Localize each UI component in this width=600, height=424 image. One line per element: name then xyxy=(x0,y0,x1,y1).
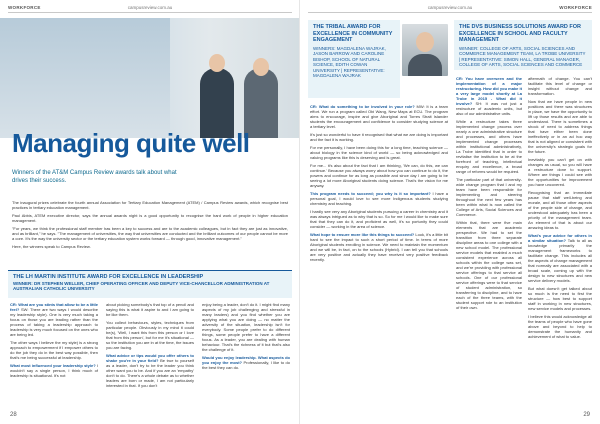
hero-photo xyxy=(0,18,300,138)
qa-answer: SW: There are two ways I would describe my leadership style). One is very much taking a focus on those you are leading rather than the process of taking a leadership approach to leadership is very much focused on the ones who are being led. xyxy=(10,307,98,337)
qa-answer: about picking somebody's that top of a pencil and saying this is what it aspire to and I am going to be like them. xyxy=(106,302,194,317)
award1-heading-band xyxy=(8,270,292,298)
award2-winner: WINNERS: MAGDALENA WAJRAK, JASON BARROW AND CAROLINE BISHOP, SCHOOL OF NATURAL SCIENCE, EDITH COWAN UNIVERSITY | REPRESENTATIVE: MAGDALENA WAJRAK xyxy=(313,45,386,78)
left-site-url[interactable]: campusreview.com.au xyxy=(127,5,173,10)
award3-heading-box xyxy=(454,20,592,70)
left-section-label: WORKFORCE xyxy=(8,5,41,10)
qa-answer: The other ways I believe the my style) is a strong approach to empowerment if I empower others to do the job they do in the best way possible, then that's me being successful at leadership. xyxy=(10,340,98,360)
qa-answer: I have a personal goal, I would love to see more Indigenous students studying chemistry and teaching. xyxy=(310,191,448,206)
qa-answer: For me... it's also about the fact that I am thinking, 'We can, do this, we can continue.' Because you always worry about how you can continue to do it, the powers and continue for as long as possible and since day I am going to be seeing a lot more Aboriginal students doing science. That's the vision for me anyway. xyxy=(310,163,448,188)
award3-text-col1 xyxy=(456,76,522,313)
right-page xyxy=(300,0,600,424)
award3-text-col2 xyxy=(528,76,592,342)
qa-answer: SH: It was not just a restructure of academic units, but also of our administrative units. xyxy=(456,101,522,116)
qa-question: What most influenced your leadership style? xyxy=(10,363,96,368)
qa-question: What advice or tips would you offer others to shake you're in your field? xyxy=(106,353,194,363)
award3-heading: THE DVS BUSINESS SOLUTIONS AWARD FOR EXCELLENCE IN SCHOOL AND FACULTY MANAGEMENT xyxy=(459,24,582,43)
award1-col1 xyxy=(10,302,98,381)
qa-answer: aftermath of change. You can't facilitate this level of change or insight without change and transformation. xyxy=(528,76,592,96)
qa-question: What hope to ensure more like this things to succeed? xyxy=(310,232,415,237)
qa-answer: Now that we have people in new positions and there was structures in place, we have the opportunity to lift up those results and are able to understand. There is sometimes a shock of need to address things that have either been done ineffectively or in an ad hoc way that is not aligned or consistent with the university's strategic goals for the future. xyxy=(528,99,592,154)
intro-paragraph: The inaugural prizes celebrate the fourth annual Association for Tertiary Education Management (ATEM) / Campus Review awards, which recognise best practices in tertiary education management. xyxy=(12,200,288,210)
qa-answer: Within that, there were five main elements that are academic perspective. We had to set the transition from three separate discipline areas to one college with a new school model. The professional service models that enabled a much consistent experience across all schools within the college was set, and we're providing with professional service offerings to that service all schools. One of our professional service offerings were to that service of student administration, so transferring to discipline, and to have each of the three teams, with the student support role to an institution of their own. xyxy=(456,220,522,310)
intro-paragraph: Paul Abbis, ATEM executive director, says the annual awards night is a good opportunity to recognise the hard work of people in higher education management. xyxy=(12,213,288,223)
qa-answer: Professionally, I like to do the best they can do. xyxy=(202,360,290,370)
qa-question: This program needs to succeed; you why is it so important? xyxy=(310,191,431,196)
right-page-number: 29 xyxy=(583,412,590,418)
qa-answer: While a restructure takes three implemented change process over nearly a one administrative structure and processes, and others have implemented change processes within institutional administratively, La Trobe identified that in order to revitalise the institution to be at the forefront of teaching, intellectual enquiry and excellence, a broad range of reforms would be required. xyxy=(456,119,522,174)
award1-heading: THE LH MARTIN INSTITUTE AWARD FOR EXCELLENCE IN LEADERSHIP xyxy=(13,274,204,280)
qa-answer: It's just so wonderful to have it recognised that what we are doing is important and the fact it is working. xyxy=(310,132,448,142)
right-header-rule xyxy=(308,12,592,13)
qa-question: What's your advice for others in a similar situation? xyxy=(528,233,592,243)
hero-photo-head xyxy=(209,54,225,72)
article-title: Managing quite well xyxy=(12,128,250,158)
qa-answer: I believe this would acknowledge all the teams of people who have gone above and beyond to help to demonstrate the humanity and achievement of what to value. xyxy=(528,314,592,339)
qa-answer: But what doesn't get talked about so much is the need to first the structure — how best to support staff in working in new structures, new service models and processes. xyxy=(528,286,592,311)
left-page-number: 28 xyxy=(10,412,17,418)
qa-question: CR: What do something to be involved in your role? xyxy=(310,104,415,109)
award2-winner-photo xyxy=(402,24,448,76)
qa-answer: enjoy being a leader, don't do it. I might find many aspects of my job challenging and stressful in many leaders) and you find whether you are applying what you are doing — no matter the adversity of the situation, leadership isn't for everybody. Some people prefer to do different things, some people prefer to have a different focus. As a leader, you are dealing with human behaviour. That's the richness of it but that's also the challenge of it. xyxy=(202,302,290,352)
award2-heading: THE TRIBAL AWARD FOR EXCELLENCE IN COMMUNITY ENGAGEMENT xyxy=(313,24,393,43)
qa-answer: Look, it's a little bit hard to see the impact to such a short period of time. In terms of more Aboriginal students enrolling in science. We need to maintain the momentum and we will be, in fact, on to the schools (Hybrid). I can tell you that schools are very positive and actually they have received very positive feedback recently. xyxy=(310,232,449,262)
photo-body xyxy=(408,54,442,76)
qa-question: Would you enjoy leadership. What aspects do you enjoy the most? xyxy=(202,355,290,365)
qa-answer: Inevitably you can't get on with changes as usual, so you will have a restructure done to support. Where are things I could see with the opportunities for improvement you have uncovered. xyxy=(528,157,592,187)
intro-paragraph: "For years, we think the professional staff member has been a key to success and are to the academic colleagues, but in fact they are just as innovative, and as brilliant," he says. "The management of universities, the way that universities are conducted and the brilliant outcomes of our people cannot be more a core. It's the way the university sector or the tertiary education system works forward — through good, innovative management." xyxy=(12,226,288,241)
article-standfirst: Winners of the AT&M Campus Review awards talk about what drives their success. xyxy=(12,170,177,184)
right-site-url[interactable]: campusreview.com.au xyxy=(427,5,473,10)
award3-winner: WINNER: COLLEGE OF ARTS, SOCIAL SCIENCES AND COMMERCE MANAGEMENT TEAM, LA TROBE UNIVERSITY | REPRESENTATIVE: SIMON HALL, GENERAL MANAGER, COLLEGE OF ARTS, SOCIAL SCIENCES AND COMMERCE xyxy=(459,45,586,67)
qa-answer: I wouldn't say a single person, I think much of leadership is situational. It's not xyxy=(10,363,98,378)
qa-answer: I hardly see very any Aboriginal students pursuing a career in chemistry and it was always intrigued as to why that is so. So for me I would like to make sure that that they can do it, and proficient as well, it's so portunity they could consider — working in the area of science. xyxy=(310,209,448,229)
right-section-label: WORKFORCE xyxy=(559,5,592,10)
qa-answer: You collect behaviours, styles, techniques from particular people. Obviously in my mind it could be(s), 'Well, I want this from this person or I love that from this person', but for me it's situational — so the institution you are in at the time, the issues you are facing. xyxy=(106,320,194,350)
award1-col3 xyxy=(202,302,290,373)
intro-text xyxy=(12,200,288,252)
qa-answer: Talk to all as knowledge primarily the management frameworks to facilitate change. This includes all the aspects of change management that normally are associated with a broad scale, coming up with the design to new structures and new service delivery models. xyxy=(528,238,593,283)
qa-answer: For me personally, I have been doing this for a long time, teaching science — about biology in the science kind of world — so being acknowledged and valuing programs like this is deserving and is great. xyxy=(310,145,448,160)
hero-photo-wall xyxy=(0,18,170,138)
qa-answer: Be true to yourself as a leader, don't try to be the leader you think other want you to be. And if you are an 'empathy' don't to do. There's a whole debate as to whether leaders are born or made, I am not particularly interested in that. If you don't xyxy=(106,358,194,388)
award2-text xyxy=(310,104,448,265)
hero-photo-head xyxy=(253,58,269,76)
award2-heading-box xyxy=(308,20,400,98)
photo-head xyxy=(416,32,434,52)
qa-answer: The particular part of that university-wide change program that I and my team have been responsible for implementing and steering throughout the next few years has been within what is now called the College of Arts, Social Sciences and Commerce. xyxy=(456,177,522,217)
award1-winner: WINNER: DR STEPHEN WELLER, CHIEF OPERATING OFFICER AND DEPUTY VICE-CHANCELLOR ADMINISTRATION AT AUSTRALIAN CATHOLIC UNIVERSITY xyxy=(13,280,270,291)
qa-answer: Recognising that an immediate pause that staff well-being and morale, and all those other aspects of the people side of change, and understood adequately has been a priority of the management team. An element of that is about our amazing ideas to. xyxy=(528,190,592,230)
left-header-rule xyxy=(8,12,292,13)
qa-question: CR: You have overseen and the implementation of a major restructuring. How did you make it a very large model shortly at La Trobe in 2015 - What did it involve? xyxy=(456,76,522,106)
qa-answer: MW: It is a team effort. We run a program called Obi Wang, New Maps at ECU. The program aims to encourage, inspire and give Aboriginal and Torres Strait Islander students the encouragement and confidence to consider studying science at a tertiary level. xyxy=(310,104,448,129)
qa-question: CR: What are you stints that allow to be a little feel? xyxy=(10,302,99,312)
award1-col2 xyxy=(106,302,194,391)
intro-paragraph: Here, the winners speak to Campus Review. xyxy=(12,244,91,249)
